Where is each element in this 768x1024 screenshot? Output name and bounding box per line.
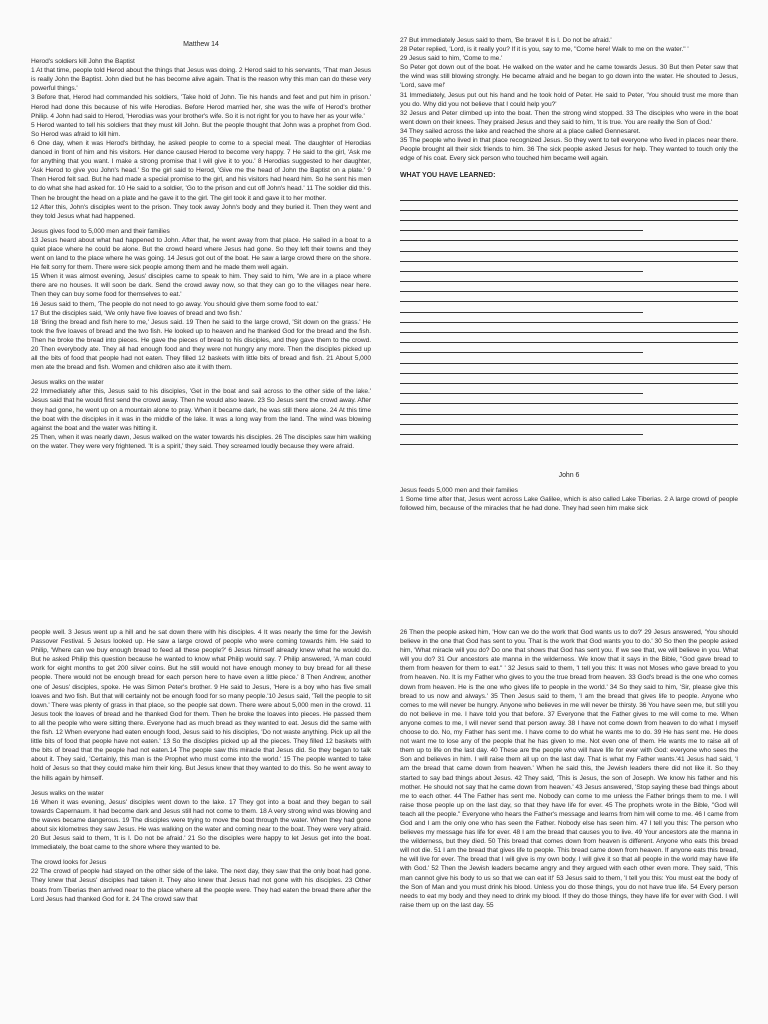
answer-line[interactable] [400, 374, 738, 384]
writing-lines[interactable] [400, 190, 738, 445]
page1-right-text [400, 36, 738, 163]
paragraph: 35 The people who lived in that place recognized Jesus. So they went to tell everyone who lived in places near there. People brought all their sick friends to him. 36 The sick people asked Jesus for help. They wanted to touch only the edge of his coat. Every sick person who touched him became well again. [400, 137, 738, 163]
answer-line[interactable] [400, 292, 738, 302]
paragraph: 5 Herod wanted to tell his soldiers that they must kill John. But the people thought that John was a prophet from God. So Herod was afraid to kill him. [31, 121, 371, 138]
paragraph: people well. 3 Jesus went up a hill and he sat down there with his disciples. 4 It was nearly the time for the Jewish Passover Festival. 5 Jesus looked up. He saw a large crowd of people who were coming towards him. He said to Philip, 'Where can we buy enough bread to feed all these people?' 6 Jesus himself already knew what he would do. But he asked Philip this question because he wanted to know what Philip would say. 7 Philip answered, 'A man could work for eight months to get 200 silver coins. But he still would not have enough money to buy bread for all these people. There would not be enough bread for each person here to have even a little piece.' 8 Then Andrew, another one of Jesus' disciples, spoke. He was Simon Peter's brother. 9 He said to Jesus, 'Here is a boy who has five small loaves and two fish. But that will certainly not be enough food for so many people.'10 Jesus said, 'Tell the people to sit down.' There was plenty of grass in that place, so the people sat down. There were about 5,000 men in the crowd. 11 Jesus took the loaves of bread and he thanked God for them. Then he broke the loaves into pieces. He passed them to all the people who were sitting there. Everyone had as much bread as they wanted to eat. Jesus did the same with the fish. 12 When everyone had eaten enough food, Jesus said to his disciples, 'Do not waste anything. Pick up all the little bits of food that people have not eaten.' 13 So the disciples picked up all the pieces. They filled 12 baskets with the bits of bread that the people had not eaten.14 The people saw this miracle that Jesus did. So they began to talk about it. They said, 'Certainly, this man is the Prophet who must come into the world.' 15 The people wanted to take hold of Jesus so that they could make him their king. But Jesus knew that they wanted to do this. So he went away to the hills again by himself. [31, 629, 371, 782]
paragraph: So Peter got down out of the boat. He walked on the water and he came towards Jesus. 30 But then Peter saw that the wind was still blowing strongly. He became afraid and he began to go down into the water. He shouted to Jesus, 'Lord, save me!' [400, 64, 738, 90]
section-heading: Jesus feeds 5,000 men and their families [400, 487, 518, 495]
page2-left-text [31, 628, 371, 904]
paragraph: 32 Jesus and Peter climbed up into the boat. Then the strong wind stopped. 33 The disciples who were in the boat went down on their knees. They praised Jesus and they said to him, 'It is true. You are really the Son of God.' [400, 109, 738, 126]
answer-line[interactable] [400, 364, 738, 374]
answer-line[interactable] [400, 201, 738, 211]
answer-line[interactable] [400, 282, 738, 292]
answer-line[interactable] [400, 435, 738, 445]
paragraph: 28 Peter replied, 'Lord, is it really you? If it is you, say to me, "Come here! Walk to me on the water." ' [400, 46, 689, 54]
paragraph: 26 Then the people asked him, 'How can we do the work that God wants us to do?' 29 Jesus answered, 'You should believe in the one that God has sent to you. That is the work that God wants you to do.' 30 So then the people asked him, 'What miracle will you do? Do one that shows that God has sent you. If we see that, we will believe in you. What will you do? 31 Our ancestors ate manna in the wilderness. We know that it says in the Bible, "God gave bread to them from heaven for them to eat." ' 32 Jesus said to them, 'I tell you this: It was not Moses who gave bread to you from heaven. No. It is my Father who gives to you the true bread from heaven. 33 God's bread is the one who comes down from heaven. He is the one who gives life to people in the world.' 34 So they said to him, 'Sir, please give this bread to us now and always.' 35 Then Jesus said to them, 'I am the bread that gives life to people. Anyone who comes to me will never be hungry. Anyone who believes in me will never be thirsty. 36 You have seen me, but still you do not believe in me. I have told you that before. 37 Everyone that the Father gives to me will come to me. When anyone comes to me, I will never send that person away. 38 I have not come down from heaven to do what I myself choose to do. No, my Father has sent me. I have come to do what he wants me to do. 39 He has sent me. He does not want me to lose any of the people that he has given to me. Not even one of them. He wants me to raise all of them up to life on the last day. 40 These are the people who will have life for ever with God: everyone who sees the Son and believes in him. I will raise them all up on the last day. That is what my Father wants.'41 Jesus had said, 'I am the bread that came down from heaven.' When he said this, the Jewish leaders there did not like it. So they started to say bad things about Jesus. 42 They said, 'This is Jesus, the son of Joseph. We know his father and his mother. He should not say that he came down from heaven.' 43 Jesus answered, 'Stop saying these bad things about me to each other. 44 The Father has sent me. Nobody can come to me unless the Father brings them to me. I will raise those people up on the last day, so that they have life for ever. 45 The prophets wrote in the Bible, "God will teach all the people." Everyone who hears the Father's message and learns from him will come to me. 46 I came from God and I am the only one who has seen the Father. Nobody else has seen him. 47 I tell you this: The person who believes my message has life for ever. 48 I am the bread that causes you to live. 49 Your ancestors ate the manna in the wilderness, but they died. 50 This bread that comes down from heaven is different. Anyone who eats this bread will not die. 51 I am the bread that gives life to people. This bread came down from heaven. If anyone eats this bread, he will live for ever. The bread that I will give is my own body. I will give it so that all people in the world may have life with God.' 52 Then the Jewish leaders became angry and they argued with each other even more. They said, 'This man cannot give his body to us so that we can eat it!' 53 Jesus said to them, 'I tell you this: You must eat the body of the Son of Man and you must drink his blood. Unless you do those things, you do not have true life. 54 Every person needs to eat my body and they need to drink my blood. If they do those things, they have life for ever with God. I will raise them up on the last day. 55 [400, 629, 738, 909]
paragraph: 27 But immediately Jesus said to them, 'Be brave! It is I. Do not be afraid.' [400, 37, 612, 44]
answer-line[interactable] [400, 262, 643, 272]
john-6-text [400, 486, 738, 513]
paragraph: 31 Immediately, Jesus put out his hand and he took hold of Peter. He said to Peter, 'You should trust me more than you do. Why did you not believe that I could help you?' [400, 91, 738, 108]
answer-line[interactable] [400, 190, 738, 200]
answer-line[interactable] [400, 353, 738, 363]
document-page-bottom [0, 620, 768, 1024]
page1-left-column [31, 40, 371, 560]
paragraph: 25 Then, when it was nearly dawn, Jesus walked on the water towards his disciples. 26 The disciples saw him walking on the water. They were very frightened. 'It is a spirit,' they said. They screamed loudly because they were afraid. [31, 433, 371, 450]
page2-right-column [400, 628, 738, 1024]
answer-line[interactable] [400, 323, 738, 333]
paragraph: 22 Immediately after this, Jesus said to his disciples, 'Get in the boat and sail across to the other side of the lake.' Jesus said that he would first send the crowd away. Then he would also leave. 23 So Jesus sent the crowd away. After they had gone, he went up on a mountain alone to pray. When it became dark, he was still there alone. 24 At this time the boat with the disciples in it was in the middle of the lake. It was a long way from the land. The wind was blowing against the boat and the water was hitting it. [31, 388, 371, 432]
chapter-title-matthew-14: Matthew 14 [183, 41, 219, 48]
paragraph: 13 Jesus heard about what had happened to John. After that, he went away from that place. He sailed in a boat to a quiet place where he could be alone. But the crowd heard where Jesus had gone. So they left their towns and they went on land to the place where he was going. 14 Jesus got out of the boat. He saw a large crowd there on the shore. He felt sorry for them. There were sick people among them and he made them well again. [31, 236, 371, 272]
section-heading: Herod's soldiers kill John the Baptist [31, 58, 135, 66]
section-heading: Jesus gives food to 5,000 men and their families [31, 227, 170, 235]
paragraph: 16 Jesus said to them, 'The people do not need to go away. You should give them some food to eat.' [31, 300, 319, 308]
answer-line[interactable] [400, 415, 738, 425]
page1-left-text [31, 57, 371, 451]
answer-line[interactable] [400, 231, 738, 241]
answer-line[interactable] [400, 343, 643, 353]
answer-line[interactable] [400, 394, 738, 404]
paragraph: 17 But the disciples said, 'We only have five loaves of bread and two fish.' [31, 309, 243, 317]
section-heading: The crowd looks for Jesus [31, 859, 107, 867]
answer-line[interactable] [400, 404, 738, 414]
paragraph: 1 Some time after that, Jesus went across Lake Galilee, which is also called Lake Tiberias. 2 A large crowd of people followed him, because of the miracles that he had done. They had seen him make sick [400, 496, 738, 513]
answer-line[interactable] [400, 425, 643, 435]
paragraph: 1 At that time, people told Herod about the things that Jesus was doing. 2 Herod said to his servants, 'That man Jesus is really John the Baptist. John died but he has become alive again. That is the reason why this man can do these very powerful things.' [31, 67, 371, 93]
paragraph: 22 The crowd of people had stayed on the other side of the lake. The next day, they saw that the only boat had gone. They knew that Jesus' disciples had taken it. They also knew that Jesus had not gone with his disciples. 23 Other boats from Tiberias then arrived near to the place where all the people were. They had eaten the bread there after the Lord Jesus had thanked God for it. 24 The crowd saw that [31, 868, 371, 903]
paragraph: 18 'Bring the bread and fish here to me,' Jesus said. 19 Then he said to the large crowd, 'Sit down on the grass.' He took the five loaves of bread and the two fish. He looked up to heaven and he thanked God for the bread and the fish. Then he broke the bread into pieces. He gave the pieces of bread to his disciples, and they gave them to the crowd. 20 Then everybody ate. They all had enough food and they were not hungry any more. Then the disciples picked up all the bits of food that people had not eaten. They filled 12 baskets with little bits of bread and fish. 21 About 5,000 men ate the bread and fish. Women and children also ate it with them. [31, 318, 371, 372]
paragraph: 3 Before that, Herod had commanded his soldiers, 'Take hold of John. Tie his hands and feet and put him in prison.' Herod had done this because of his wife Herodias. Before Herod married her, she was the wife of Herod's brother Philip. 4 John had said to Herod, 'Herodias was your brother's wife. So it is not right for you to have her as your wife.' [31, 94, 371, 120]
answer-line[interactable] [400, 313, 738, 323]
section-heading: Jesus walks on the water [31, 379, 104, 387]
page2-left-column [31, 628, 371, 1024]
paragraph: 16 When it was evening, Jesus' disciples went down to the lake. 17 They got into a boat and they began to sail towards Capernaum. It had become dark and Jesus still had not come to them. 18 A very strong wind was blowing and the waves became dangerous. 19 The disciples were trying to move the boat through the water. When they had gone about six kilometres they saw Jesus. He was walking on the water and coming near to the boat. They were very afraid. 20 But Jesus said to them, 'It is I. Do not be afraid.' 21 So the disciples were happy to let Jesus get into the boat. Immediately, the boat came to the shore where they wanted to be. [31, 798, 371, 852]
chapter-title-john-6: John 6 [558, 472, 580, 480]
paragraph: 12 After this, John's disciples went to the prison. They took away John's body and they buried it. Then they went and they told Jesus what had happened. [31, 203, 371, 220]
answer-line[interactable] [400, 384, 643, 394]
what-you-have-learned-heading: WHAT YOU HAVE LEARNED: [400, 172, 496, 180]
section-heading: Jesus walks on the water [31, 789, 104, 797]
answer-line[interactable] [400, 333, 738, 343]
answer-line[interactable] [400, 241, 738, 251]
page1-right-column [400, 36, 738, 560]
answer-line[interactable] [400, 302, 643, 312]
paragraph: 34 They sailed across the lake and reached the shore at a place called Gennesaret. [400, 127, 641, 135]
answer-line[interactable] [400, 272, 738, 282]
paragraph: 29 Jesus said to him, 'Come to me.' [400, 55, 503, 63]
paragraph: 15 When it was almost evening, Jesus' disciples came to speak to him. They said to him, 'We are in a place where there are no houses. It will soon be dark. Send the crowd away now, so that they can go to the villages near here. Then they can buy some food for themselves to eat.' [31, 273, 371, 299]
page-gap [0, 560, 768, 620]
answer-line[interactable] [400, 211, 738, 221]
answer-line[interactable] [400, 221, 643, 231]
paragraph: 6 One day, when it was Herod's birthday, he asked people to come to a special meal. The daughter of Herodias danced in front of him and his visitors. Her dance caused Herod to become very happy. 7 He said to the girl, 'Ask me for anything that you want. I make a strong promise that I will give it to you.' 8 Herodias suggested to her daughter, 'Ask Herod to give you John's head.' So the girl said to Herod, 'Give me the head of John the Baptist on a plate.' 9 Then Herod felt sad. But he had made a special promise to the girl, and his visitors had heard him. So he sent his men to do what she had asked for. 10 He said to a soldier, 'Go to the prison and cut off John's head.' 11 The soldier did this. Then he brought the head on a plate and he gave it to the girl. The girl took it and gave it to her mother. [31, 139, 371, 202]
answer-line[interactable] [400, 252, 738, 262]
page2-right-text [400, 628, 738, 910]
